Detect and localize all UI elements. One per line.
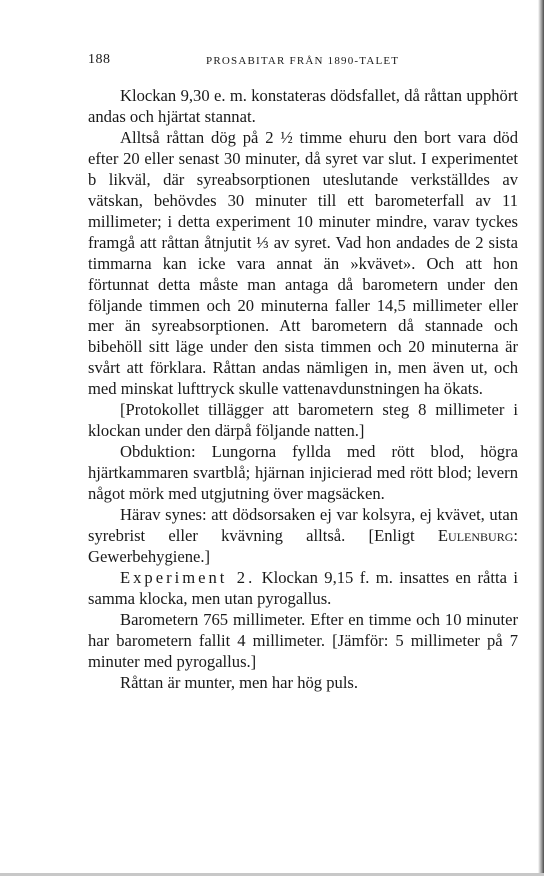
paragraph: Alltså råttan dög på 2 ½ timme ehuru den bort vara död efter 20 eller senast 30 minuter, då syret var slut. I experimentet b likväl, där syreabsorptionen uteslutande verkställdes av vätskan, behövdes 30 minuter till ett barometerfall av 11 millimeter; i detta experiment 10 minuter mindre, varav tyckes framgå att råttan åtnjutit ⅓ av syret. Vad hon andades de 2 sista timmarna kan icke vara annat än »kvävet». Och att hon förtunnat detta måste man antaga då barometern under den följande timmen och 20 minuterna faller 14,5 millimeter eller mer än syreabsorptionen. Att barometern då stannade och bibehöll sitt läge under den sista timmen och 20 minuterna är svårt att förklara. Råttan andas nämligen in, men även ut, och med minskat lufttryck skulle vattenavdunstningen ha ökats. xyxy=(88,127,518,399)
paragraph: Barometern 765 millimeter. Efter en timme och 10 minuter har barometern fallit 4 millimeter. [Jämför: 5 millimeter på 7 minuter med pyrogallus.] xyxy=(88,609,518,671)
paragraph: [Protokollet tillägger att barometern steg 8 millimeter i klockan under den därpå följande natten.] xyxy=(88,400,518,441)
running-title: PROSABITAR FRÅN 1890-TALET xyxy=(206,55,400,67)
page-number: 188 xyxy=(88,52,111,67)
paragraph-text: : Gewerbehygiene.] xyxy=(88,526,518,566)
paragraph: Obduktion: Lungorna fyllda med rött blod, högra hjärtkammaren svartblå; hjärnan injicierad med rött blod; levern något mörk med utgjutning över magsäcken. xyxy=(88,442,518,504)
page-edge-shadow xyxy=(538,0,544,876)
page-header xyxy=(88,52,508,72)
author-name: Eulenburg xyxy=(437,526,514,546)
paragraph-text: Härav synes: att dödsorsaken ej var kolsyra, ej kvävet, utan syrebrist eller kvävning alltså. [Enligt xyxy=(88,505,518,546)
paragraph xyxy=(88,568,518,610)
body-text xyxy=(88,86,518,694)
paragraph: Råttan är munter, men har hög puls. xyxy=(120,672,359,692)
paragraph-text: Klockan 9,15 f. m. insattes en råtta i samma klocka, men utan pyrogallus. xyxy=(88,567,518,608)
paragraph xyxy=(88,505,518,568)
paragraph: Klockan 9,30 e. m. konstateras dödsfallet, då råttan upphört andas och hjärtat stannat. xyxy=(88,86,518,126)
experiment-label: Experiment 2. xyxy=(120,567,256,587)
